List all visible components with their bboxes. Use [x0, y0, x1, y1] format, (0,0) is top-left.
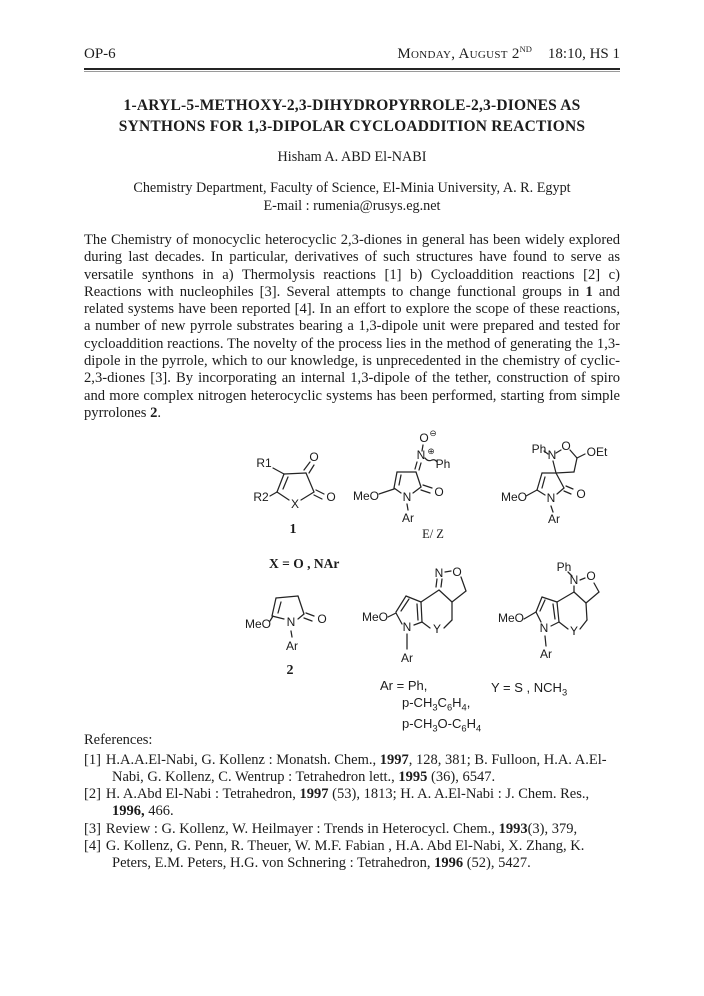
atom-label-o-top: O: [586, 569, 596, 584]
structure-2-drawing: [242, 586, 337, 678]
structure-tricyclic-ph-bonds: [524, 572, 599, 646]
atom-label-o-minus: O: [419, 431, 429, 446]
references-heading: References:: [84, 732, 153, 749]
paper-title-line2: SYNTHONS FOR 1,3-DIPOLAR CYCLOADDITION REACTIONS: [118, 118, 586, 135]
atom-label-o-top: O: [452, 565, 462, 580]
ar-definition-line3: $p-CH_3O-C_6H_4$: [402, 715, 482, 734]
atom-label-r1: R1: [256, 456, 272, 471]
reference-marker: [2]: [84, 786, 101, 803]
paper-title: [84, 95, 620, 137]
atom-label-n-ring: N: [286, 615, 296, 630]
structure-tricyclic-y-drawing: [359, 566, 474, 668]
structure-tricyclic-ph-drawing: [492, 558, 617, 666]
reference-text: H.A.A.El-Nabi, G. Kollenz : Monatsh. Chem., 1997, 128, 381; B. Fulloon, H.A. A.El-Nabi, G. Kollenz, C. Wentrup : Tetrahedron lett., 1995 (36), 6547.: [105, 751, 607, 785]
structure-spiro-drawing: [499, 438, 619, 530]
reference-item-2: [84, 786, 620, 821]
session-date: Monday, August 2: [397, 46, 520, 62]
header-rule: [84, 68, 620, 72]
atom-label-o-right: O: [326, 490, 336, 505]
atom-label-meo: MeO: [500, 490, 528, 505]
atom-label-o-right: O: [434, 485, 444, 500]
structure-1-bonds: [270, 462, 324, 500]
atom-label-o-right: O: [317, 612, 327, 627]
atom-label-o-top: O: [309, 450, 319, 465]
x-definition: X = O , NAr: [269, 556, 340, 572]
atom-label-n-ring: N: [539, 621, 549, 636]
structure-1-drawing: [244, 448, 339, 538]
atom-label-meo: MeO: [244, 617, 272, 632]
atom-label-ph: Ph: [435, 457, 451, 472]
compound-number-1: 1: [289, 522, 297, 538]
ar-definition-line1: Ar = Ph,: [380, 678, 428, 694]
atom-label-ar: Ar: [286, 639, 298, 654]
minus-charge-icon: ⊖: [429, 428, 437, 439]
atom-label-n-ring: N: [546, 491, 556, 506]
ez-isomer-label: E/ Z: [422, 527, 444, 542]
reference-item-4: [84, 838, 620, 873]
abstract-paragraph: The Chemistry of monocyclic heterocyclic 2,3-diones in general has been widely explored during last decades. In particular, derivatives of such structures have found to serve as versatile synthons in a) Thermolysis reactions [1] b) Cycloaddition reactions [2] c) Reactions with nucleophiles [3]. Several attempts to change functional groups in 1 and related systems have been reported [4]. In an effort to explore the scope of these reactions, a number of new pyrrole substrates bearing a 1,3-dipole unit were prepared and tested for cycloaddition reactions. The novelty of the process lies in the method of generating the 1,3-dipole in the pyrrole, which to our knowledge, is unprecedented in the chemistry of cyclic-2,3-diones [3]. By incorporating an internal 1,3-dipole of the tether, construction of spiro and more complex nitrogen heterocyclic systems has been performed, starting from simple pyrrolones 2.: [84, 232, 620, 421]
atom-label-n-ring: N: [402, 490, 412, 505]
atom-label-oet: OEt: [586, 445, 608, 460]
atom-label-meo: MeO: [497, 611, 525, 626]
plus-charge-icon: ⊕: [427, 446, 435, 457]
atom-label-ph: Ph: [556, 560, 572, 575]
atom-label-x: X: [290, 497, 300, 512]
atom-label-n-top: N: [434, 566, 444, 581]
y-definition: Y = S , $NCH_3$: [491, 680, 568, 698]
reference-marker: [4]: [84, 838, 101, 855]
session-code: OP-6: [84, 46, 116, 62]
atom-label-n-top: N: [569, 573, 579, 588]
atom-label-n-plus: N: [416, 448, 426, 463]
reference-item-3: [84, 821, 620, 838]
reference-item-1: [84, 752, 620, 787]
compound-number-2: 2: [286, 663, 294, 679]
paper-title-line1: 1-ARYL-5-METHOXY-2,3-DIHYDROPYRROLE-2,3-DIONES AS: [123, 97, 581, 114]
reference-text: G. Kollenz, G. Penn, R. Theuer, W. M.F. Fabian , H.A. Abd El-Nabi, X. Zhang, K. Peters, E.M. Peters, H.G. von Schnering : Tetrahedron, 1996 (52), 5427.: [105, 838, 585, 872]
atom-label-o-right: O: [576, 487, 586, 502]
atom-label-ph: Ph: [531, 442, 547, 457]
atom-label-r2: R2: [253, 490, 269, 505]
session-time-room: 18:10, HS 1: [547, 46, 620, 62]
atom-label-y: Y: [432, 622, 442, 637]
atom-label-o-top: O: [561, 439, 571, 454]
atom-label-meo: MeO: [361, 610, 389, 625]
atom-label-n-ring: N: [402, 620, 412, 635]
reaction-scheme: [84, 422, 620, 732]
structure-tricyclic-y-bonds: [388, 571, 466, 649]
atom-label-y: Y: [569, 624, 579, 639]
ar-definition-line2: $p-CH_3C_6H_4$,: [402, 694, 471, 713]
atom-label-meo: MeO: [352, 489, 380, 504]
reference-text: H. A.Abd El-Nabi : Tetrahedron, 1997 (53), 1813; H. A. A.El-Nabi : J. Chem. Res., 1996, 466.: [105, 786, 590, 820]
atom-label-ar: Ar: [401, 651, 413, 666]
affiliation: Chemistry Department, Faculty of Science, El-Minia University, A. R. Egypt: [133, 180, 571, 196]
date-ordinal-suffix: ND: [519, 44, 532, 54]
reference-marker: [3]: [84, 820, 101, 837]
email-line: E-mail : rumenia@rusys.eg.net: [263, 198, 441, 214]
session-datetime: [397, 44, 620, 63]
reference-text: Review : G. Kollenz, W. Heilmayer : Trends in Heterocycl. Chem., 1993(3), 379,: [105, 820, 578, 837]
references-section: [84, 732, 620, 872]
page-header: [84, 44, 620, 63]
atom-label-ar: Ar: [540, 647, 552, 662]
atom-label-n-top: N: [547, 448, 557, 463]
reference-marker: [1]: [84, 751, 101, 768]
author-name: Hisham A. ABD El-NABI: [277, 149, 427, 165]
structure-nitrone-drawing: [352, 428, 457, 542]
atom-label-ar: Ar: [402, 511, 414, 526]
atom-label-ar: Ar: [548, 512, 560, 527]
ar-definition: [380, 678, 481, 737]
